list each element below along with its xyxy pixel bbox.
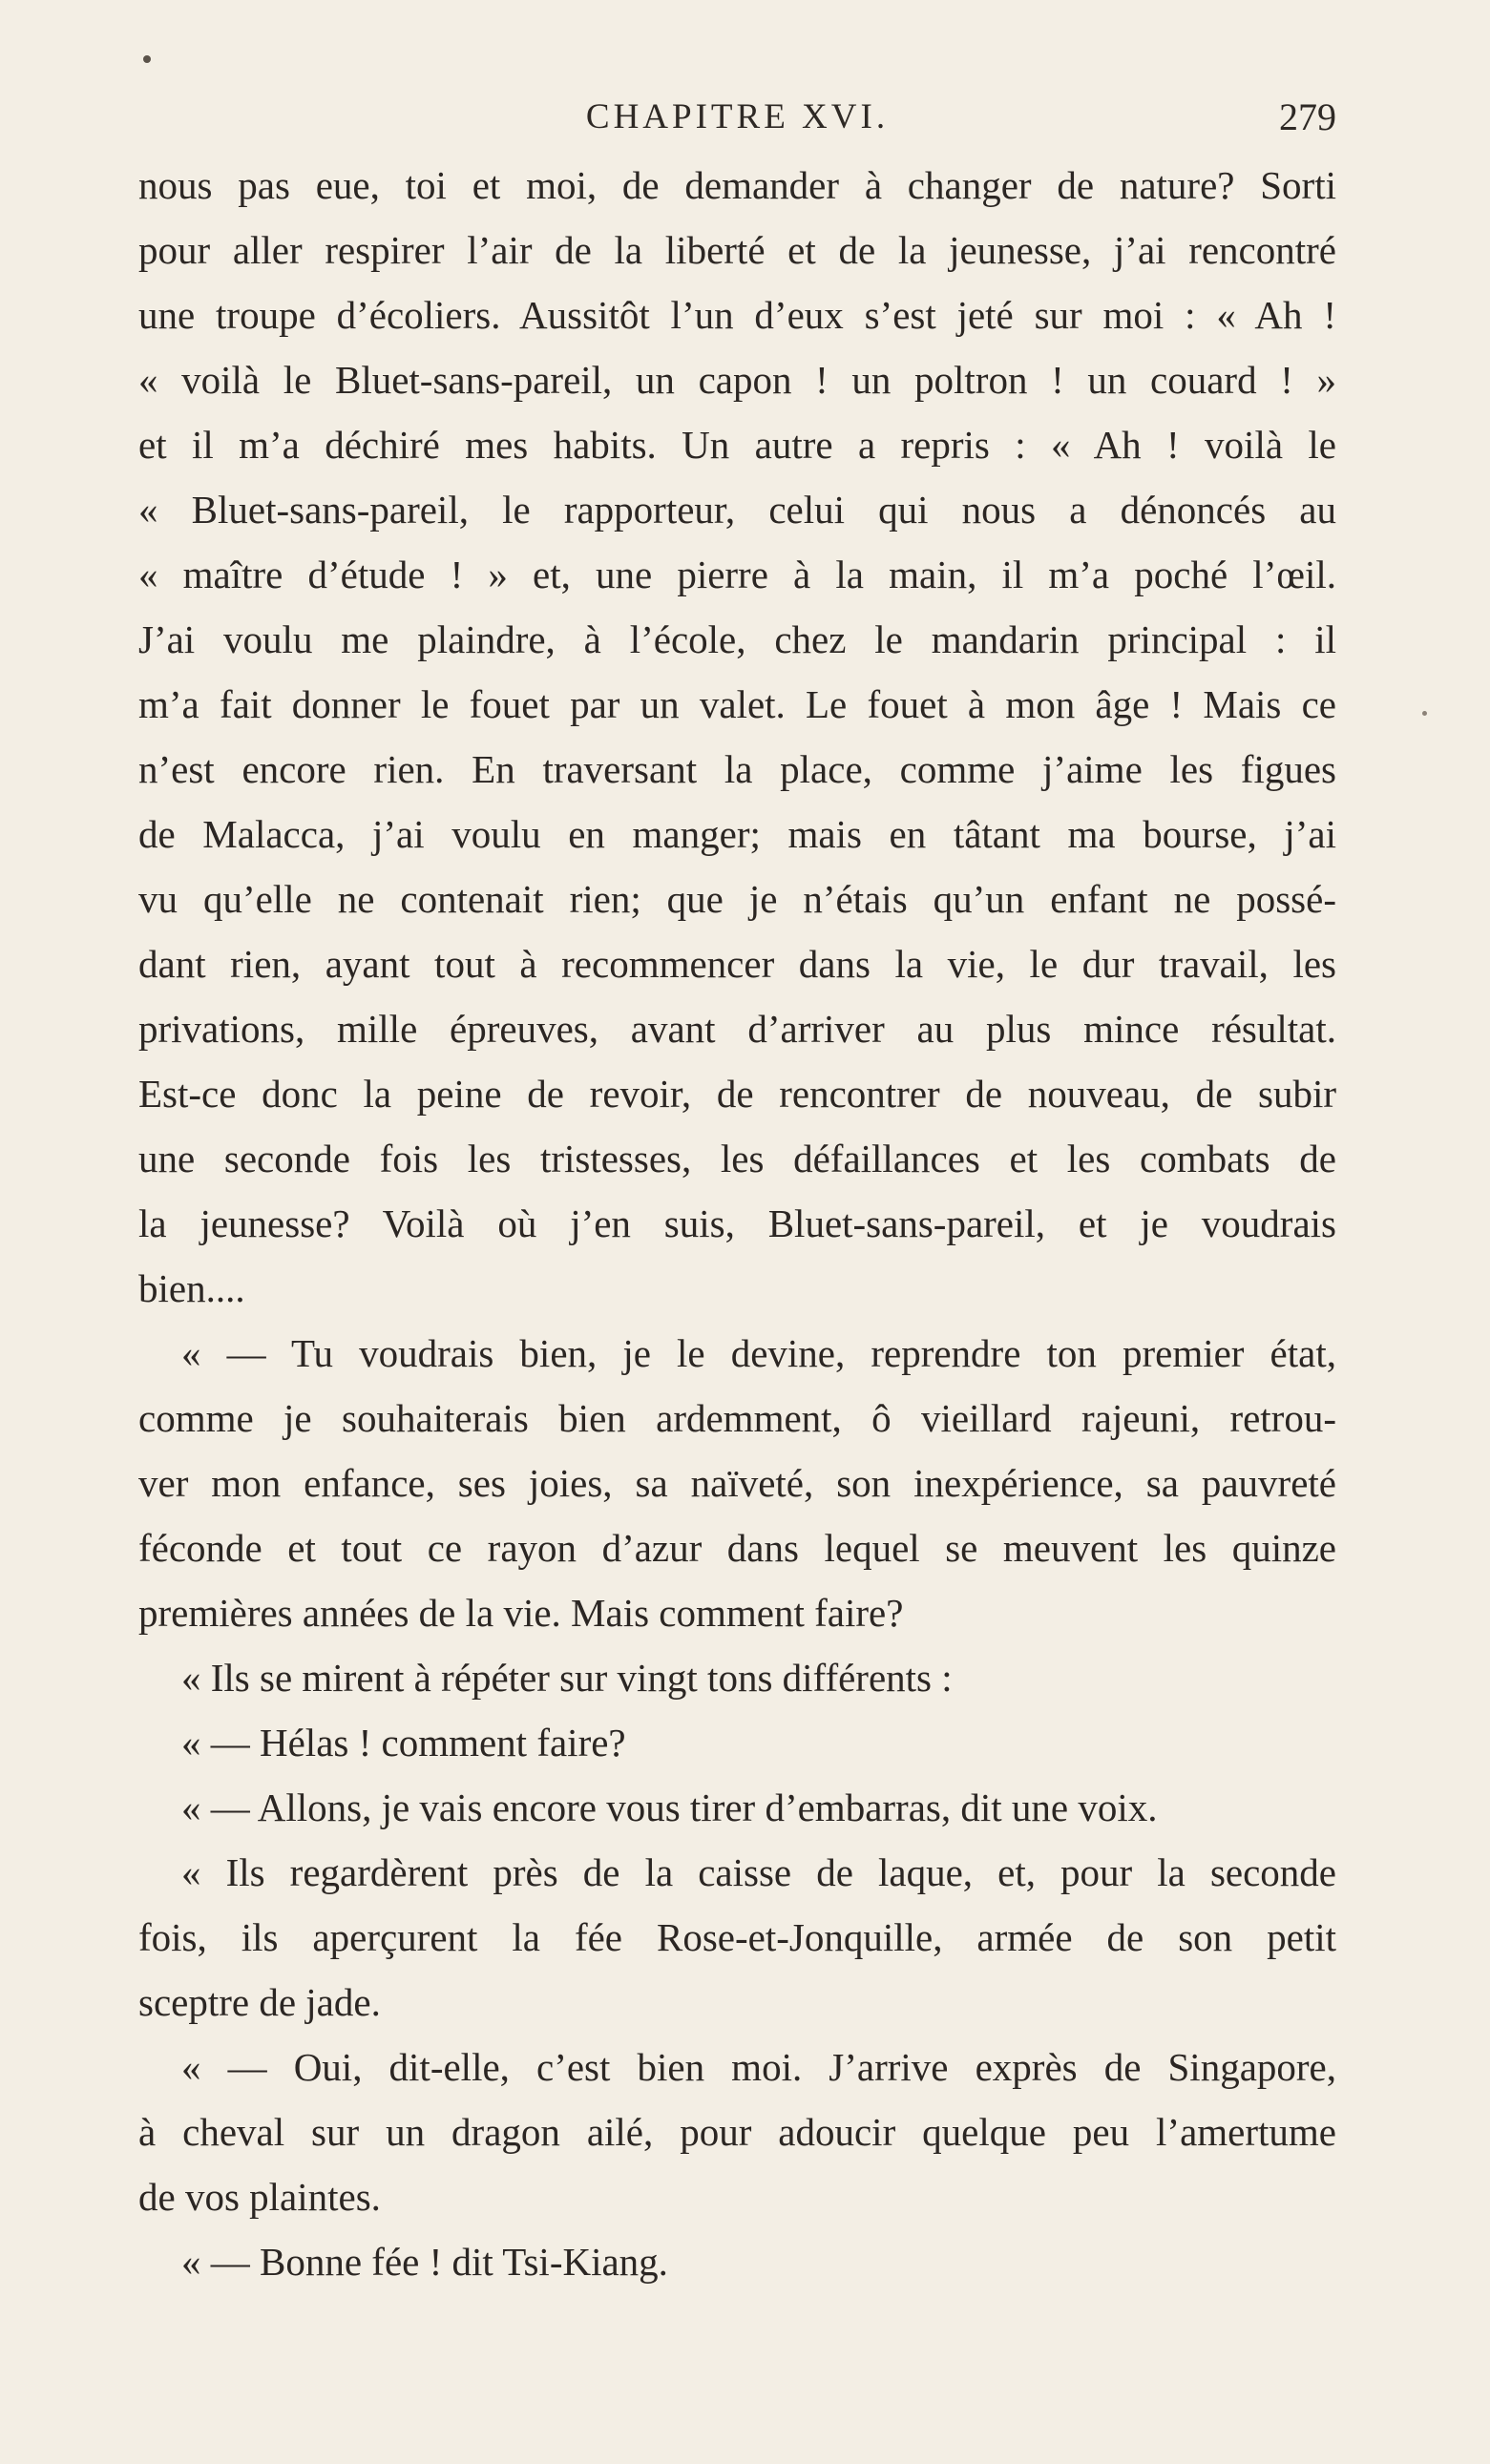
text-line: ver mon enfance, ses joies, sa naïveté, son inexpérience, sa pauvreté [138,1461,1336,1505]
ink-speck [1422,711,1427,716]
text-line: « Bluet-sans-pareil, le rapporteur, celui qui nous a dénoncés au [138,488,1336,532]
text-line: « — Hélas ! comment faire? [181,1721,626,1764]
text-line: comme je souhaiterais bien ardemment, ô vieillard rajeuni, retrou- [138,1396,1336,1440]
text-line: J’ai voulu me plaindre, à l’école, chez le mandarin principal : il [138,617,1336,661]
page-header [138,91,1336,148]
text-line: nous pas eue, toi et moi, de demander à changer de nature? Sorti [138,163,1336,207]
body-text [138,153,1336,2294]
text-line: de vos plaintes. [138,2175,381,2219]
running-head: CHAPITRE XVI. [585,97,890,136]
text-line: « — Allons, je vais encore vous tirer d’embarras, dit une voix. [181,1785,1158,1829]
text-line: Est-ce donc la peine de revoir, de rencontrer de nouveau, de subir [138,1072,1336,1116]
text-line: et il m’a déchiré mes habits. Un autre a repris : « Ah ! voilà le [138,423,1336,467]
text-line: n’est encore rien. En traversant la place, comme j’aime les figues [138,747,1336,791]
text-line: « — Bonne fée ! dit Tsi-Kiang. [181,2240,668,2284]
text-line: à cheval sur un dragon ailé, pour adoucir quelque peu l’amertume [138,2110,1336,2154]
text-line: une seconde fois les tristesses, les défaillances et les combats de [138,1137,1336,1180]
text-line: de Malacca, j’ai voulu en manger; mais en tâtant ma bourse, j’ai [138,812,1336,856]
text-line: « Ils se mirent à répéter sur vingt tons différents : [181,1656,953,1700]
ink-speck [143,55,151,63]
text-line: vu qu’elle ne contenait rien; que je n’étais qu’un enfant ne possé- [138,877,1336,921]
text-line: « maître d’étude ! » et, une pierre à la main, il m’a poché l’œil. [138,553,1336,596]
text-line: bien.... [138,1266,245,1310]
text-line: « voilà le Bluet-sans-pareil, un capon ! un poltron ! un couard ! » [138,358,1336,402]
text-line: m’a fait donner le fouet par un valet. Le fouet à mon âge ! Mais ce [138,682,1336,726]
text-line: « — Oui, dit-elle, c’est bien moi. J’arrive exprès de Singapore, [181,2045,1336,2089]
text-line: pour aller respirer l’air de la liberté et de la jeunesse, j’ai rencontré [138,228,1336,272]
text-line: féconde et tout ce rayon d’azur dans lequel se meuvent les quinze [138,1526,1336,1570]
text-line: fois, ils aperçurent la fée Rose-et-Jonquille, armée de son petit [138,1915,1336,1959]
text-line: premières années de la vie. Mais comment faire? [138,1591,904,1635]
text-line: sceptre de jade. [138,1980,381,2024]
text-line: privations, mille épreuves, avant d’arriver au plus mince résultat. [138,1007,1336,1051]
text-line: « — Tu voudrais bien, je le devine, reprendre ton premier état, [181,1331,1336,1375]
text-line: « Ils regardèrent près de la caisse de laque, et, pour la seconde [181,1850,1336,1894]
text-line: la jeunesse? Voilà où j’en suis, Bluet-sans-pareil, et je voudrais [138,1201,1336,1245]
page-number: 279 [1279,95,1336,138]
text-line: dant rien, ayant tout à recommencer dans la vie, le dur travail, les [138,942,1336,986]
text-line: une troupe d’écoliers. Aussitôt l’un d’eux s’est jeté sur moi : « Ah ! [138,293,1336,337]
